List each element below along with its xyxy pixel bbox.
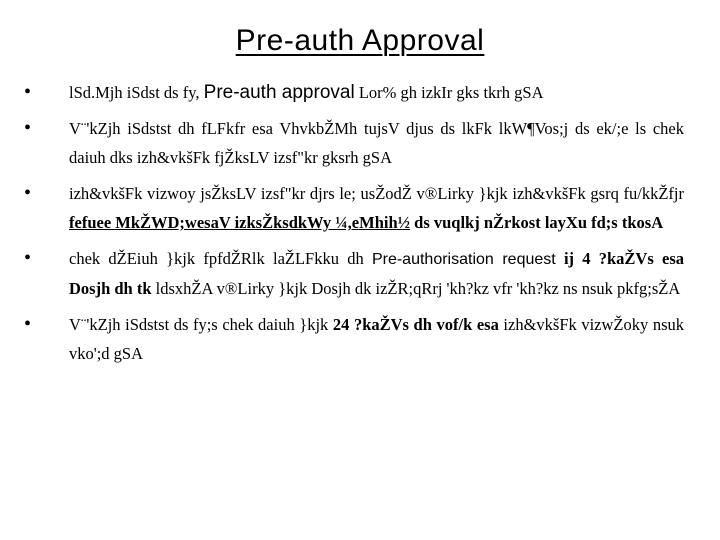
bullet-text: Lor% gh izkIr gks tkrh gSA (354, 83, 544, 102)
bullet-item (24, 310, 684, 368)
bullet-dot-icon: • (24, 81, 32, 103)
bullet-text: izh&vkšFk vizwŽoky nsuk vko';d gSA (69, 315, 684, 363)
bullet-text: chek dŽEiuh }kjk fpfdŽRlk laŽLFkku dh (69, 249, 372, 268)
bullet-text: V¨'kZjh iSdstst dh fLFkfr esa VhvkbŽMh tujsV djus ds lkFk lkW¶Vos;j ds ek/;e ls chek daiuh dks izh&vkšFk fjŽksLV izsf"kr gksrh gSA (69, 119, 684, 167)
bullet-text: izh&vkšFk vizwoy jsŽksLV izsf"kr djrs le; usŽodŽ v®Lirky }kjk izh&vkšFk gsrq fu/kkŽfjr (69, 184, 684, 203)
bullet-text: lSd.Mjh iSdst ds fy, (69, 83, 204, 102)
bullet-item (24, 244, 684, 303)
bullet-item (24, 78, 684, 107)
bullet-dot-icon: • (24, 247, 32, 269)
bullet-item (24, 114, 684, 172)
bullet-text-latin: Pre-auth approval (203, 82, 355, 103)
bullet-text-bold: A (651, 213, 664, 232)
bullet-text: V¨'kZjh iSdstst ds fy;s chek daiuh }kjk (69, 315, 333, 334)
bullet-text: ldsxhŽA v®Lirky }kjk Dosjh dk izŽR;qRrj 'kh?kz vfr 'kh?kz ns nsuk pkfg;sŽA (151, 279, 681, 298)
bullet-item (24, 179, 684, 237)
bullet-list (24, 78, 684, 368)
bullet-dot-icon: • (24, 182, 32, 204)
bullet-text-bold: 24 ?kaŽVs dh vof/k esa (332, 315, 499, 334)
bullet-text-bold: ds vuqlkj nŽrkost layXu fd;s tkos (410, 213, 652, 232)
bullet-text-latin: Pre-authorisation request (371, 251, 556, 268)
slide-title: Pre-auth Approval (235, 24, 485, 57)
bullet-text-bold: ij 4 ?kaŽVs esa Dosjh dh tk (69, 249, 684, 298)
bullet-text-bold: fefuee MkŽWD;wesaV izksŽksdkWy ¼,eMhih½ (69, 213, 411, 232)
bullet-dot-icon: • (24, 313, 32, 335)
bullet-dot-icon: • (24, 117, 32, 139)
